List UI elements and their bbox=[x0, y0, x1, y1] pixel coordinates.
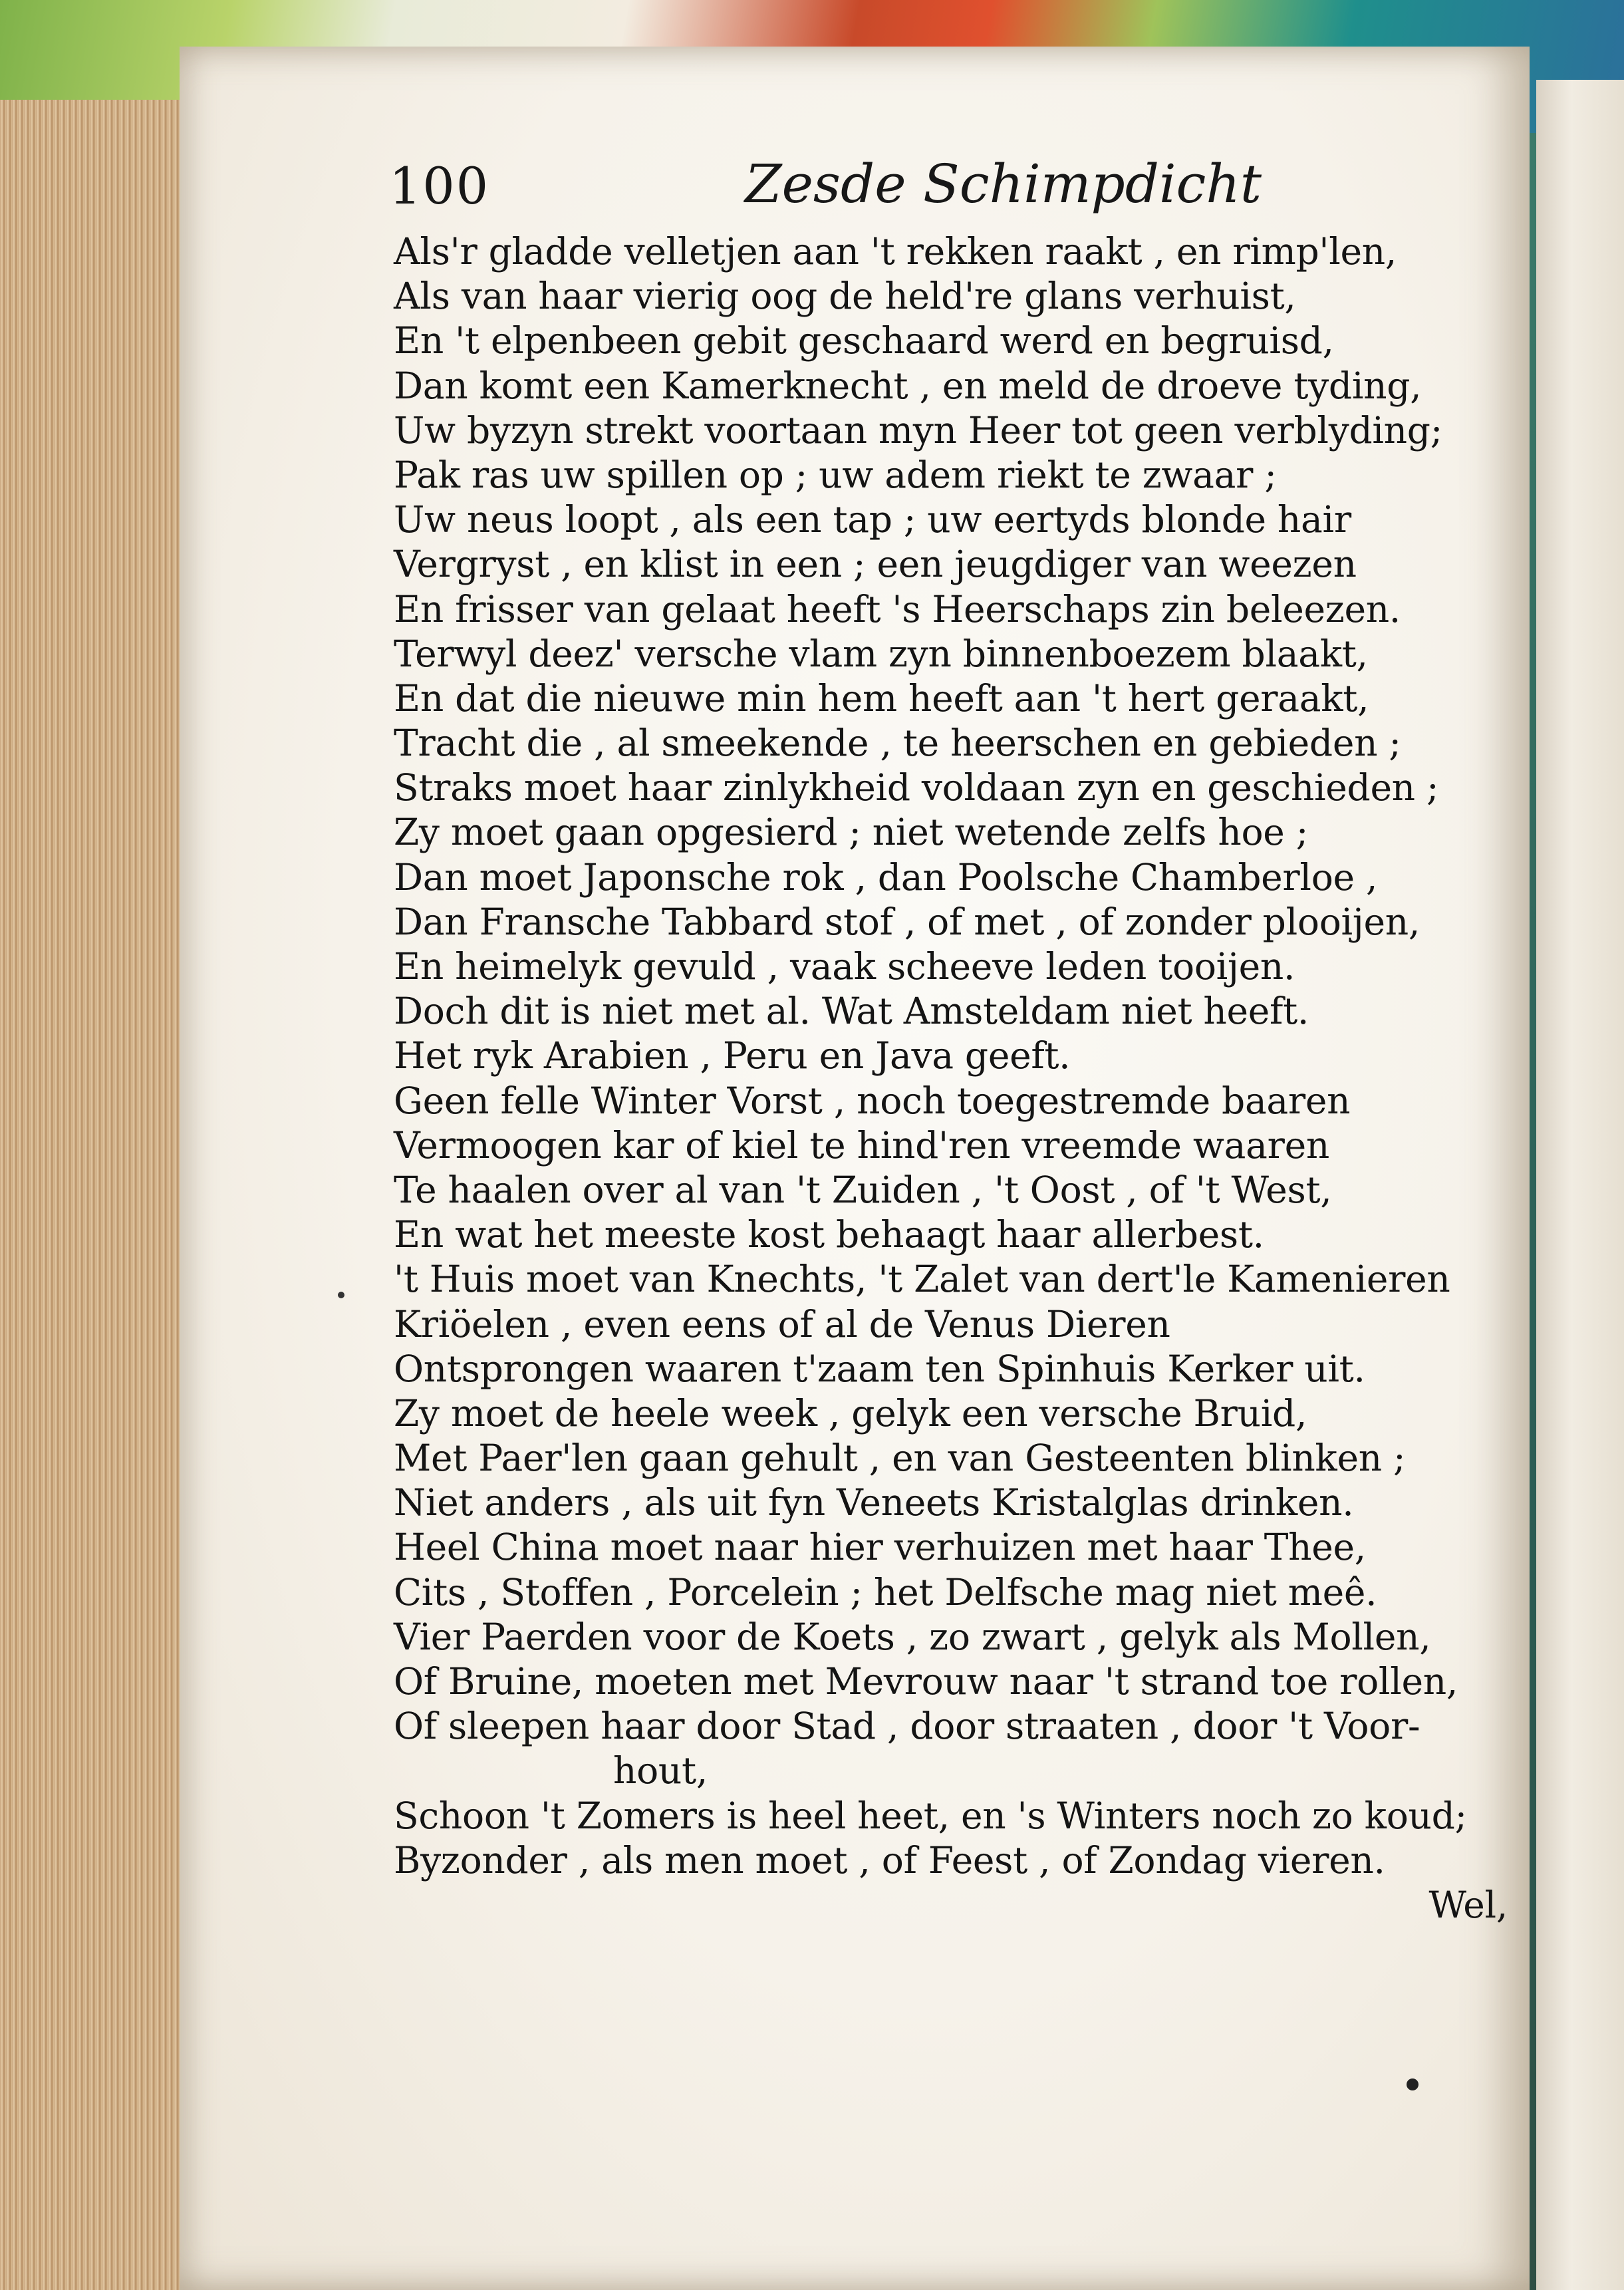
poem-line: Ontsprongen waaren t'zaam ten Spinhuis Kerker uit. bbox=[394, 1347, 1365, 1390]
poem-line: Uw byzyn strekt voortaan myn Heer tot geen verblyding; bbox=[394, 408, 1442, 452]
poem-line: Als van haar vierig oog de held're glans verhuist, bbox=[394, 275, 1296, 318]
poem-line: En dat die nieuwe min hem heeft aan 't hert geraakt, bbox=[394, 676, 1369, 720]
poem-line: Kriöelen , even eens of al de Venus Dieren bbox=[394, 1302, 1170, 1346]
poem-line: Cits , Stoffen , Porcelein ; het Delfsche mag niet meê. bbox=[394, 1570, 1377, 1614]
poem-line: Te haalen over al van 't Zuiden , 't Oost , of 't West, bbox=[394, 1168, 1332, 1211]
poem-line: Straks moet haar zinlykheid voldaan zyn en geschieden ; bbox=[394, 766, 1439, 809]
poem-line: En frisser van gelaat heeft 's Heerschaps zin beleezen. bbox=[394, 587, 1401, 631]
poem-line: Vier Paerden voor de Koets , zo zwart , gelyk als Mollen, bbox=[394, 1615, 1431, 1658]
poem-line: Uw neus loopt , als een tap ; uw eertyds blonde hair bbox=[394, 498, 1351, 541]
poem-line: Dan komt een Kamerknecht , en meld de droeve tyding, bbox=[394, 364, 1422, 407]
catchword: Wel, bbox=[1428, 1883, 1508, 1926]
running-title: Zesde Schimpdicht bbox=[745, 153, 1262, 215]
poem-line: Met Paer'len gaan gehult , en van Gesteenten blinken ; bbox=[394, 1437, 1406, 1480]
poem-line: Pak ras uw spillen op ; uw adem riekt te zwaar ; bbox=[394, 453, 1277, 496]
poem-line: Zy moet gaan opgesierd ; niet wetende zelfs hoe ; bbox=[394, 811, 1308, 854]
poem-line: Niet anders , als uit fyn Veneets Kristalglas drinken. bbox=[394, 1481, 1354, 1524]
poem-line: Vermoogen kar of kiel te hind'ren vreemde waaren bbox=[394, 1123, 1329, 1167]
poem-line-continuation: hout, bbox=[613, 1749, 708, 1792]
poem-line: Of Bruine, moeten met Mevrouw naar 't strand toe rollen, bbox=[394, 1660, 1458, 1703]
poem-line: Geen felle Winter Vorst , noch toegestremde baaren bbox=[394, 1079, 1351, 1122]
poem-line: Als'r gladde velletjen aan 't rekken raakt , en rimp'len, bbox=[394, 230, 1397, 273]
poem-line: Doch dit is niet met al. Wat Amsteldam niet heeft. bbox=[394, 990, 1309, 1033]
margin-mark bbox=[338, 1292, 344, 1298]
page-number: 100 bbox=[389, 156, 490, 215]
poem-line: Terwyl deez' versche vlam zyn binnenboezem blaakt, bbox=[394, 632, 1368, 675]
poem-line: Schoon 't Zomers is heel heet, en 's Winters noch zo koud; bbox=[394, 1794, 1467, 1837]
poem-line: Dan Fransche Tabbard stof , of met , of zonder plooijen, bbox=[394, 900, 1421, 943]
poem-line: Byzonder , als men moet , of Feest , of Zondag vieren. bbox=[394, 1838, 1385, 1882]
poem-line: Dan moet Japonsche rok , dan Poolsche Chamberloe , bbox=[394, 855, 1378, 899]
page-stack-edge bbox=[0, 100, 190, 2290]
poem-line: Heel China moet naar hier verhuizen met haar Thee, bbox=[394, 1526, 1366, 1569]
poem-line: En 't elpenbeen gebit geschaard werd en begruisd, bbox=[394, 319, 1334, 362]
page-header bbox=[389, 153, 1453, 216]
poem-text bbox=[394, 229, 1538, 1928]
signature-mark bbox=[1407, 2078, 1419, 2090]
poem-line: Vergryst , en klist in een ; een jeugdiger van weezen bbox=[394, 543, 1357, 586]
poem-line: En wat het meeste kost behaagt haar allerbest. bbox=[394, 1213, 1264, 1256]
poem-line: Tracht die , al smeekende , te heerschen en gebieden ; bbox=[394, 722, 1401, 765]
poem-line: En heimelyk gevuld , vaak scheeve leden tooijen. bbox=[394, 945, 1295, 988]
poem-line: 't Huis moet van Knechts, 't Zalet van dert'le Kamenieren bbox=[394, 1258, 1450, 1301]
poem-line: Of sleepen haar door Stad , door straaten , door 't Voor- bbox=[394, 1705, 1421, 1748]
facing-page bbox=[1536, 80, 1624, 2290]
poem-line: Zy moet de heele week , gelyk een versche Bruid, bbox=[394, 1391, 1307, 1435]
poem-line: Het ryk Arabien , Peru en Java geeft. bbox=[394, 1034, 1071, 1077]
